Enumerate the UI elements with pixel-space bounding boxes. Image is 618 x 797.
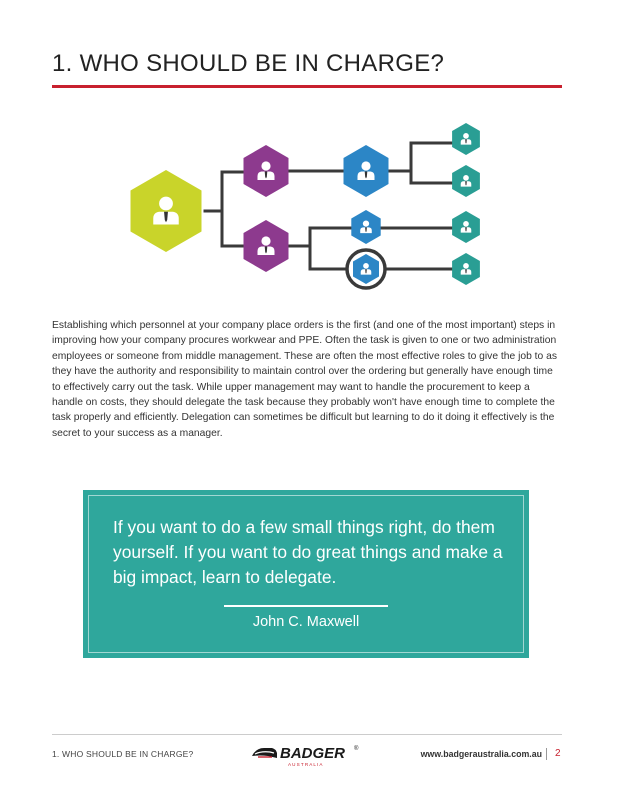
footer-section-title: 1. WHO SHOULD BE IN CHARGE? (52, 749, 194, 759)
org-chart (0, 110, 618, 310)
org-node-manager-upper (244, 145, 289, 197)
badger-mark-icon (252, 748, 277, 758)
logo-registered-mark: ® (354, 746, 359, 752)
footer-separator (546, 748, 547, 760)
org-node-small-lead-selected (347, 250, 385, 288)
logo-wordmark: BADGER (280, 745, 346, 762)
quote-box (83, 490, 529, 658)
org-node-staff (452, 211, 480, 243)
org-node-staff (452, 253, 480, 285)
page-title: 1. WHO SHOULD BE IN CHARGE? (52, 50, 445, 77)
footer-website-link[interactable]: www.badgeraustralia.com.au (420, 749, 542, 759)
quote-author: John C. Maxwell (252, 614, 360, 630)
quote-text: If you want to do a few small things right, do them yourself. If you want to do great things and make a big impact, learn to delegate. (113, 517, 503, 587)
org-node-staff (452, 165, 480, 197)
org-node-top (131, 170, 202, 252)
badger-logo[interactable] (250, 740, 370, 770)
logo-subtitle: A U S T R A L I A (288, 762, 323, 767)
org-node-staff (452, 123, 480, 155)
page-number: 2 (555, 748, 561, 759)
quote-divider (224, 605, 388, 607)
title-divider (52, 85, 562, 88)
footer-divider (52, 734, 562, 735)
body-paragraph: Establishing which personnel at your company place orders is the first (and one of the most important) steps in improving how your company procures workwear and PPE. Often the task is given to one or two administration employees or someone from middle management. These are often the most effective roles to give the job to as they have the authority and responsibility to maintain control over the ordering but generally have enough time to effectively carry out the task. While upper management may want to handle the procurement to keep a handle on costs, they should delegate the task because they probably won't have enough time to complete the task properly and efficiently. Delegation can sometimes be difficult but learning to do it doing it effectively is the secret to your success as a manager. (52, 320, 558, 439)
org-node-manager-lower (244, 220, 289, 272)
org-node-small-lead (351, 210, 380, 244)
connector-lines (205, 143, 452, 269)
org-node-lead (344, 145, 389, 197)
